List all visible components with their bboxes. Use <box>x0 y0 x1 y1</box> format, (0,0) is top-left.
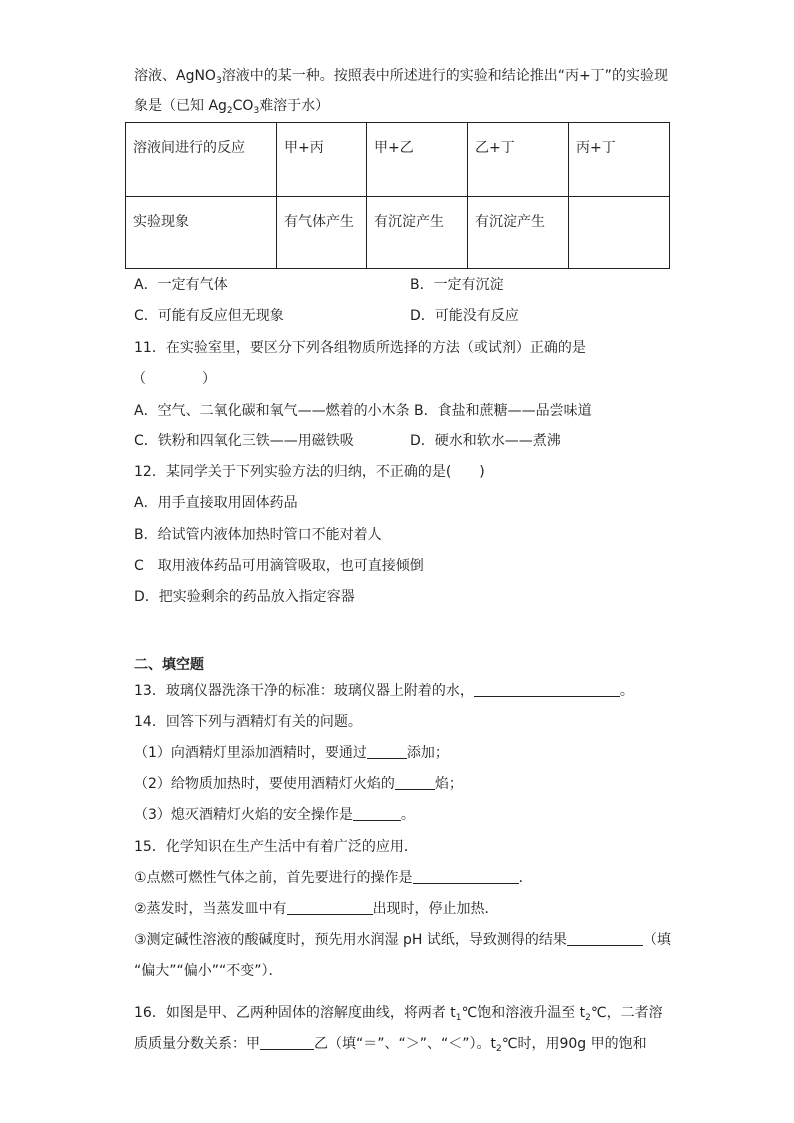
intro-line-1 <box>134 66 668 91</box>
intro-text: 难溶于水） <box>259 98 330 114</box>
q11-answer-paren: （ ） <box>132 371 216 387</box>
q13-text: 13．玻璃仪器洗涤干净的标准：玻璃仪器上附着的水， <box>134 683 474 699</box>
answer-blank <box>395 775 435 790</box>
q16-line-2 <box>134 1034 647 1059</box>
subscript: 2 <box>496 1044 502 1054</box>
q15-text: ． <box>518 870 533 886</box>
answer-blank <box>367 744 407 759</box>
q15-item-1 <box>134 868 533 888</box>
q16-text: 质质量分数关系：甲 <box>134 1036 260 1052</box>
table-cell <box>569 197 670 269</box>
table-cell: 甲+乙 <box>367 123 468 197</box>
q15-item-3-cont: “偏大”“偏小”“不变”）． <box>134 963 283 979</box>
intro-text: 溶液、AgNO <box>134 68 216 84</box>
q14-text: 焰； <box>434 776 463 792</box>
q12-option-a: A．用手直接取用固体药品 <box>134 495 298 511</box>
q16-text: 16．如图是甲、乙两种固体的溶解度曲线，将两者 t <box>134 1005 456 1021</box>
table-cell: 有气体产生 <box>277 197 367 269</box>
table-cell: 实验现象 <box>126 197 277 269</box>
q14-sub-3 <box>134 805 415 825</box>
table-cell: 有沉淀产生 <box>468 197 569 269</box>
q15-text: ③测定碱性溶液的酸碱度时，预先用水润湿 pH 试纸，导致测得的结果 <box>134 932 567 948</box>
q14-text: （3）熄灭酒精灯火焰的安全操作是 <box>134 807 353 823</box>
answer-blank <box>474 682 620 697</box>
answer-blank <box>287 900 373 915</box>
intro-text: 溶液中的某一种。按照表中所述进行的实验和结论推出“丙+丁”的实验现 <box>221 68 668 84</box>
q16-line-1 <box>134 1003 663 1028</box>
q12-option-d: D．把实验剩余的药品放入指定容器 <box>134 589 355 605</box>
table-header-row <box>126 123 670 197</box>
intro-text: 象是（已知 Ag <box>134 98 227 114</box>
subscript: 3 <box>253 106 260 116</box>
q11-stem: 11．在实验室里，要区分下列各组物质所选择的方法（或试剂）正确的是 <box>134 340 586 356</box>
q15-text: ①点燃可燃性气体之前，首先要进行的操作是 <box>134 870 413 886</box>
q13-end: 。 <box>619 683 634 699</box>
q16-text: 乙（填“＝”、“＞”、“＜”）。t <box>314 1036 497 1052</box>
q10-option-c: C．可能有反应但无现象 <box>134 308 284 324</box>
intro-text: CO <box>232 98 254 114</box>
q13-line <box>134 681 634 701</box>
q15-text: ②蒸发时，当蒸发皿中有 <box>134 901 287 917</box>
table-cell: 甲+丙 <box>277 123 367 197</box>
q11-options-ab: A．空气、二氧化碳和氧气——燃着的小木条 B．食盐和蔗糖——品尝味道 <box>134 403 592 419</box>
q16-text: ℃，二者溶 <box>590 1005 663 1021</box>
table-cell: 溶液间进行的反应 <box>126 123 277 197</box>
subscript: 3 <box>215 76 222 86</box>
q15-item-3 <box>134 930 671 950</box>
q14-stem: 14．回答下列与酒精灯有关的问题。 <box>134 714 362 730</box>
table-cell: 乙+丁 <box>468 123 569 197</box>
q14-sub-1 <box>134 743 449 763</box>
q16-text: ℃时，用90g 甲的饱和 <box>501 1036 647 1052</box>
q14-text: 添加； <box>406 745 449 761</box>
q15-item-2 <box>134 899 499 919</box>
q12-stem: 12．某同学关于下列实验方法的归纳，不正确的是( ) <box>134 464 485 480</box>
intro-line-2 <box>134 96 329 121</box>
q11-option-c: C．铁粉和四氧化三铁——用磁铁吸 <box>134 433 354 449</box>
q14-text: （2）给物质加热时，要使用酒精灯火焰的 <box>134 776 395 792</box>
subscript: 1 <box>455 1013 462 1023</box>
q10-option-d: D．可能没有反应 <box>410 308 519 324</box>
q11-option-d: D．硬水和软水——煮沸 <box>410 433 561 449</box>
answer-blank <box>567 931 643 946</box>
q15-text: （填 <box>642 932 671 948</box>
q12-option-c: C 取用液体药品可用滴管吸取，也可直接倾倒 <box>134 558 424 574</box>
q10-option-a: A．一定有气体 <box>134 277 228 293</box>
q14-text: 。 <box>400 807 415 823</box>
table-cell: 丙+丁 <box>569 123 670 197</box>
subscript: 2 <box>226 106 233 116</box>
q14-sub-2 <box>134 774 463 794</box>
section-title: 二、填空题 <box>134 657 204 673</box>
q15-text: 出现时，停止加热． <box>372 901 499 917</box>
q14-text: （1）向酒精灯里添加酒精时，要通过 <box>134 745 367 761</box>
answer-blank <box>353 806 401 821</box>
answer-blank <box>260 1035 314 1050</box>
subscript: 2 <box>585 1013 591 1023</box>
table-cell: 有沉淀产生 <box>367 197 468 269</box>
q15-stem: 15．化学知识在生产生活中有着广泛的应用． <box>134 839 418 855</box>
reaction-table <box>125 122 670 269</box>
q16-text: ℃饱和溶液升温至 t <box>461 1005 586 1021</box>
q12-option-b: B．给试管内液体加热时管口不能对着人 <box>134 527 382 543</box>
table-row <box>126 197 670 269</box>
answer-blank <box>413 869 519 884</box>
q10-option-b: B．一定有沉淀 <box>410 277 504 293</box>
